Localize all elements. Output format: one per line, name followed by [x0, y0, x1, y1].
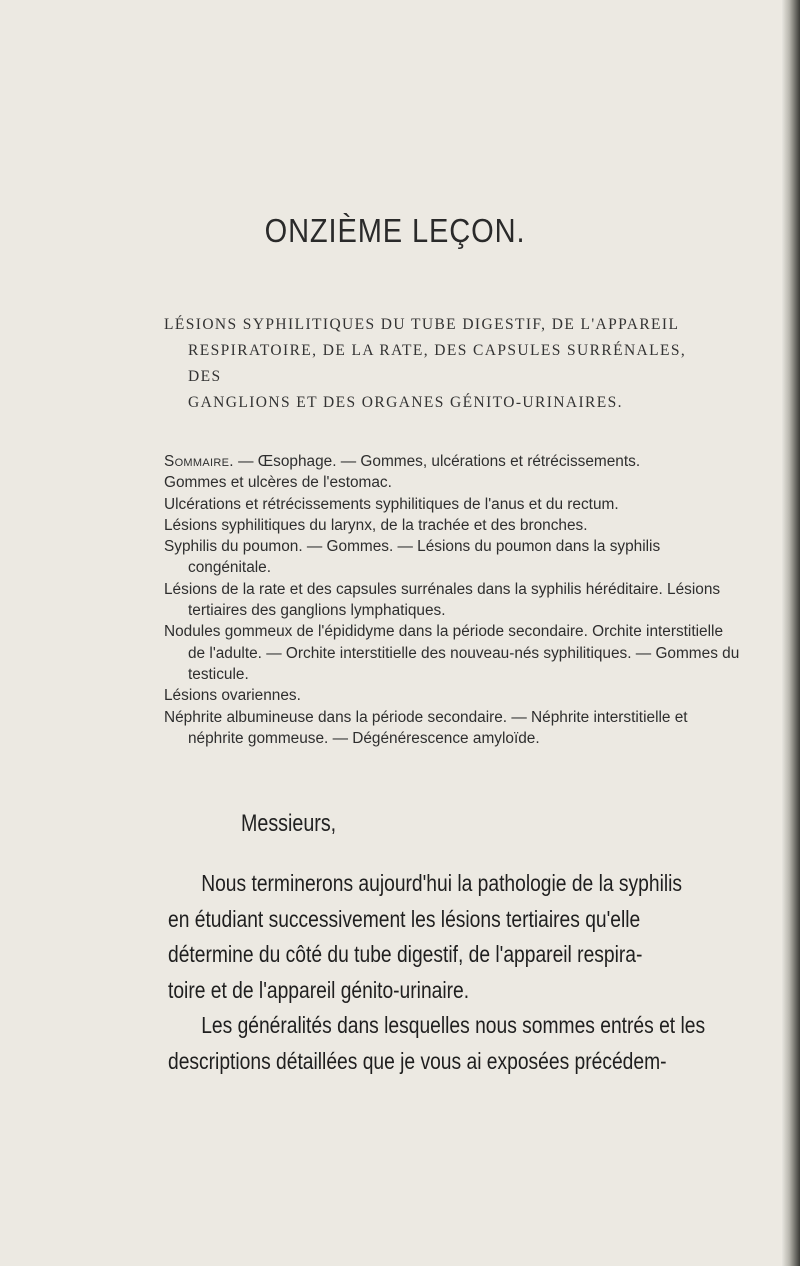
- body-line: toire et de l'appareil génito-urinaire.: [168, 976, 470, 1003]
- lesson-title: ONZIÈME LEÇON.: [264, 212, 526, 249]
- body-line: descriptions détaillées que je vous ai exposées précédem-: [168, 1047, 667, 1074]
- chapter-subtitle: [164, 312, 724, 416]
- summary-item: Lésions ovariennes.: [164, 687, 301, 705]
- body-line: Nous terminerons aujourd'hui la pathologie de la syphilis: [201, 870, 683, 896]
- summary-item: Ulcérations et rétrécissements syphilitiques de l'anus et du rectum.: [164, 495, 619, 513]
- body-text: [168, 866, 732, 1079]
- summary-item: Lésions syphilitiques du larynx, de la trachée et des bronches.: [164, 516, 588, 534]
- summary-item: Néphrite albumineuse dans la période secondaire. — Néphrite interstitielle et néphrite gommeuse. — Dégénérescence amyloïde.: [164, 708, 688, 747]
- body-line: en étudiant successivement les lésions tertiaires qu'elle: [168, 905, 641, 932]
- subtitle-line-3: GANGLIONS ET DES ORGANES GÉNITO-URINAIRES.: [188, 394, 623, 411]
- summary-item: Lésions de la rate et des capsules surrénales dans la syphilis héréditaire. Lésions tertiaires des ganglions lymphatiques.: [164, 580, 721, 620]
- summary-lead: Sommaire.: [164, 453, 234, 470]
- summary-block: [164, 451, 744, 749]
- salutation: Messieurs,: [241, 810, 337, 837]
- body-line: détermine du côté du tube digestif, de l'appareil respira-: [168, 941, 643, 967]
- subtitle-line-2: RESPIRATOIRE, DE LA RATE, DES CAPSULES SURRÉNALES, DES: [188, 342, 687, 385]
- summary-item: Gommes et ulcères de l'estomac.: [164, 474, 392, 492]
- summary-item: Sommaire. — Œsophage. — Gommes, ulcérations et rétrécissements.: [164, 453, 641, 470]
- subtitle-line-1: LÉSIONS SYPHILITIQUES DU TUBE DIGESTIF, DE L'APPAREIL: [164, 316, 680, 333]
- summary-item: Syphilis du poumon. — Gommes. — Lésions du poumon dans la syphilis congénitale.: [164, 538, 661, 577]
- body-line: Les généralités dans lesquelles nous sommes entrés et les: [201, 1012, 706, 1038]
- summary-item: Nodules gommeux de l'épididyme dans la période secondaire. Orchite interstitielle de l'adulte. — Orchite interstitielle des nouveau-nés syphilitiques. — Gommes du testicule.: [164, 623, 740, 683]
- page-edge-shadow: [782, 0, 800, 1266]
